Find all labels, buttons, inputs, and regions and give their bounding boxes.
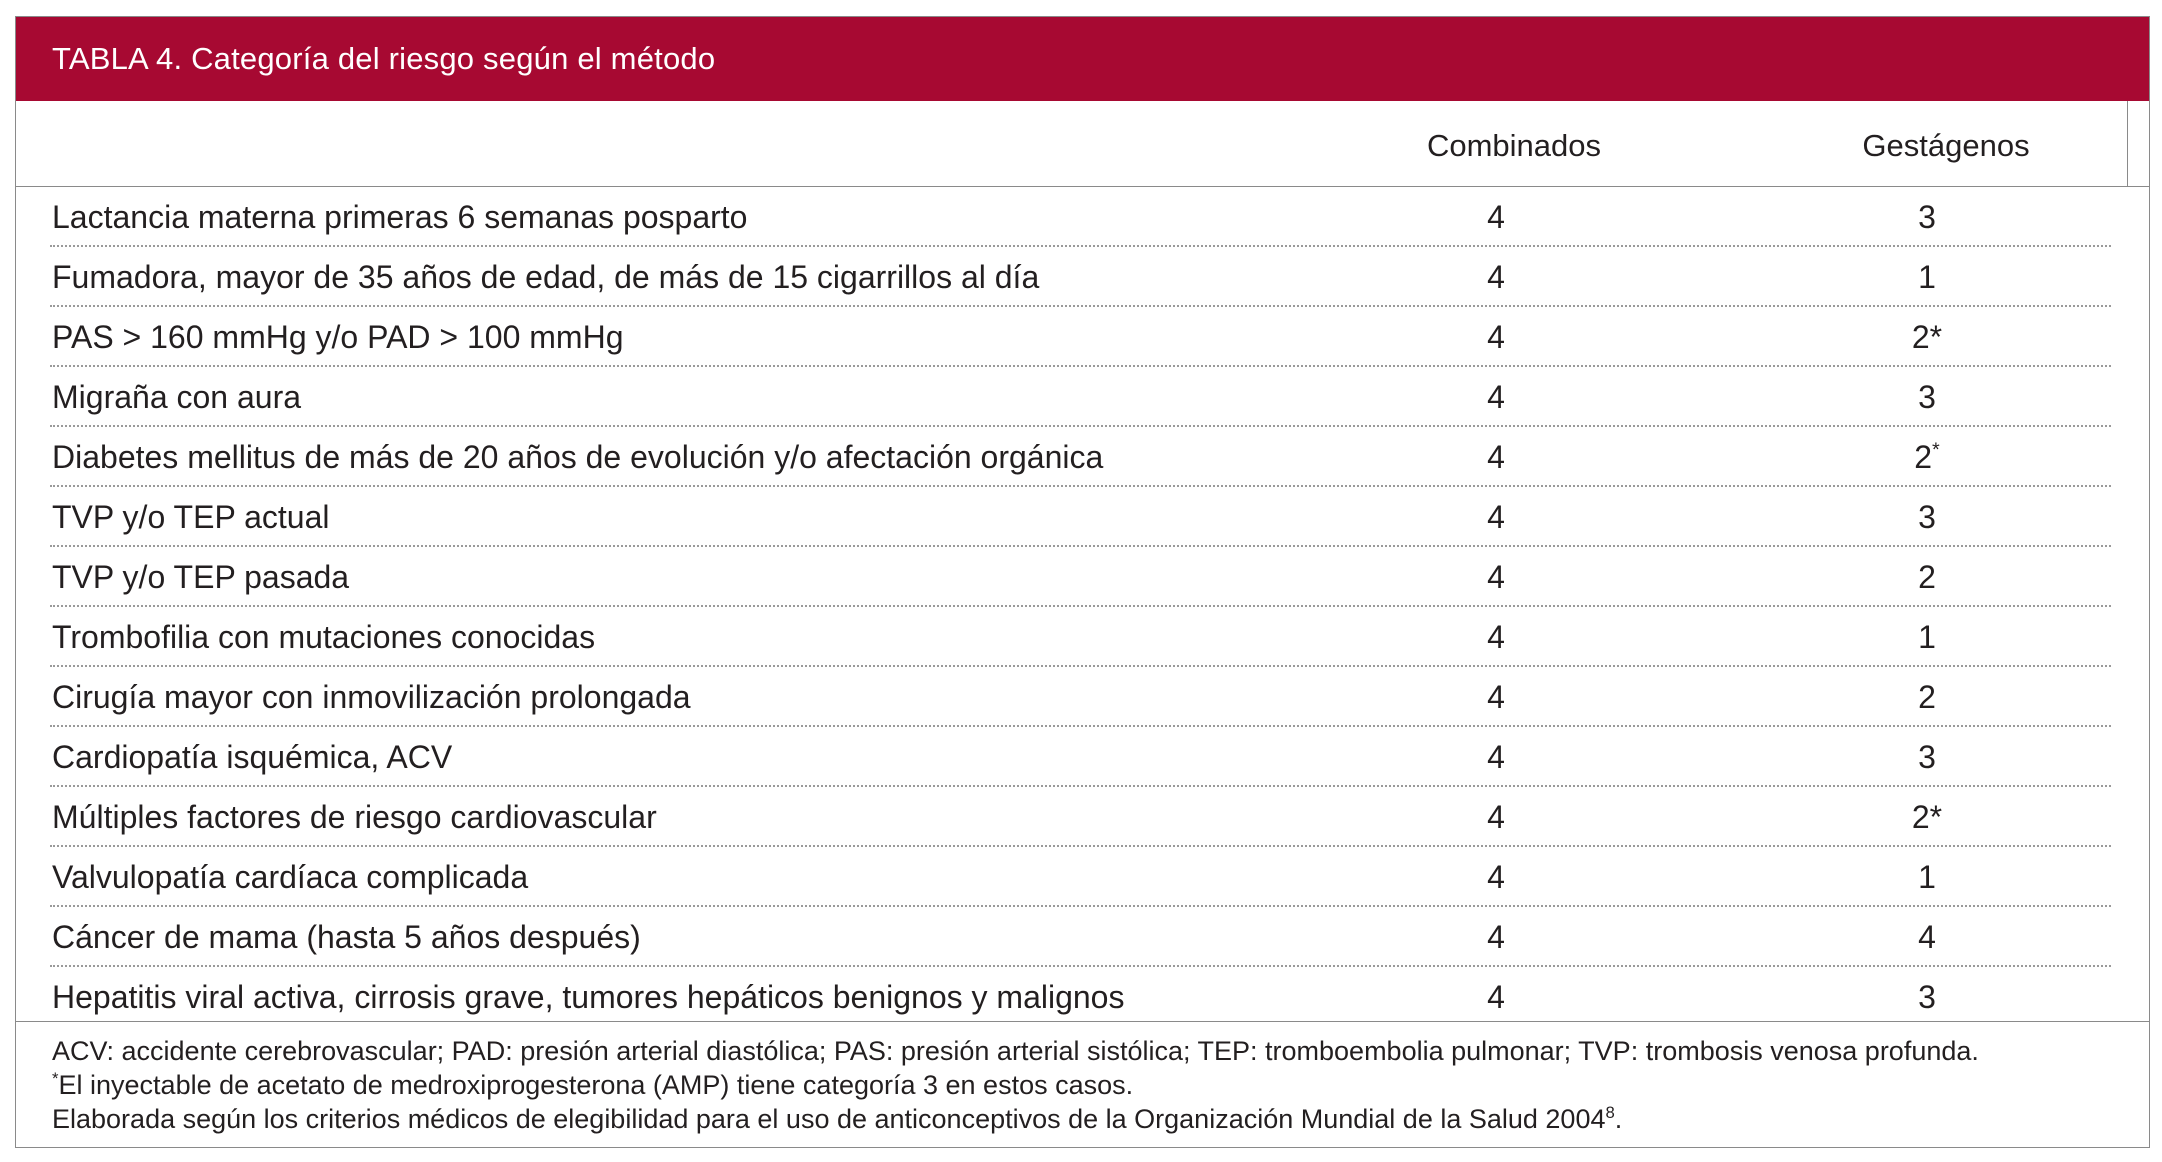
cell-gestagenos bbox=[1867, 427, 1987, 487]
cell-gestagenos bbox=[1867, 367, 1987, 427]
table-footer bbox=[16, 1021, 2149, 1149]
cell-gestagenos-value: 2 bbox=[1914, 439, 1933, 475]
cell-gestagenos-value: 1 bbox=[1918, 619, 1936, 655]
table-body bbox=[16, 187, 2149, 1027]
column-header-combinados: Combinados bbox=[1426, 128, 1602, 163]
row-label: Diabetes mellitus de más de 20 años de evolución y/o afectación orgánica bbox=[52, 439, 1104, 475]
table-row bbox=[16, 427, 2149, 487]
cell-combinados: 4 bbox=[1487, 439, 1505, 475]
cell-combinados: 4 bbox=[1487, 199, 1505, 235]
cell-gestagenos bbox=[1867, 667, 1987, 727]
cell-combinados: 4 bbox=[1487, 319, 1505, 355]
risk-category-table bbox=[15, 16, 2150, 1148]
cell-gestagenos bbox=[1867, 967, 1987, 1027]
cell-combinados: 4 bbox=[1487, 979, 1505, 1015]
cell-combinados: 4 bbox=[1487, 799, 1505, 835]
cell-combinados: 4 bbox=[1487, 559, 1505, 595]
row-label: TVP y/o TEP actual bbox=[52, 499, 330, 535]
cell-combinados: 4 bbox=[1487, 739, 1505, 775]
cell-gestagenos-value: 3 bbox=[1918, 379, 1936, 415]
header-divider bbox=[2127, 101, 2128, 187]
row-label: Múltiples factores de riesgo cardiovascular bbox=[52, 799, 657, 835]
column-header-row bbox=[16, 101, 2149, 187]
cell-gestagenos bbox=[1867, 487, 1987, 547]
cell-combinados: 4 bbox=[1487, 919, 1505, 955]
cell-gestagenos bbox=[1867, 607, 1987, 667]
row-label: TVP y/o TEP pasada bbox=[52, 559, 350, 595]
cell-gestagenos bbox=[1867, 547, 1987, 607]
cell-combinados: 4 bbox=[1487, 259, 1505, 295]
cell-gestagenos-value: 2 bbox=[1918, 679, 1936, 715]
footnote-marker: * bbox=[52, 1068, 59, 1088]
cell-gestagenos-value: 2* bbox=[1911, 799, 1943, 835]
cell-combinados: 4 bbox=[1487, 859, 1505, 895]
footer-source-end: . bbox=[1614, 1104, 1623, 1134]
row-label: Hepatitis viral activa, cirrosis grave, tumores hepáticos benignos y malignos bbox=[52, 979, 1125, 1015]
row-label: Cirugía mayor con inmovilización prolongada bbox=[52, 679, 691, 715]
cell-gestagenos-value: 3 bbox=[1918, 739, 1936, 775]
table-row bbox=[16, 547, 2149, 607]
footer-abbreviations: ACV: accidente cerebrovascular; PAD: presión arterial diastólica; PAS: presión arterial sistólica; TEP: tromboembolia pulmonar; TVP: trombosis venosa profunda. bbox=[52, 1036, 1979, 1066]
cell-gestagenos-value: 1 bbox=[1918, 859, 1936, 895]
cell-gestagenos bbox=[1867, 847, 1987, 907]
table-row bbox=[16, 847, 2149, 907]
footer-source bbox=[52, 1102, 2149, 1136]
table-row bbox=[16, 907, 2149, 967]
cell-combinados: 4 bbox=[1487, 379, 1505, 415]
cell-gestagenos bbox=[1867, 907, 1987, 967]
table-row bbox=[16, 187, 2149, 247]
cell-combinados: 4 bbox=[1487, 679, 1505, 715]
footer-note bbox=[52, 1068, 2149, 1102]
table-row bbox=[16, 307, 2149, 367]
cell-gestagenos bbox=[1867, 307, 1987, 367]
table-row bbox=[16, 727, 2149, 787]
footer-source-text: Elaborada según los criterios médicos de elegibilidad para el uso de anticonceptivos de la Organización Mundial de la Salud 2004 bbox=[52, 1104, 1606, 1134]
table-row bbox=[16, 247, 2149, 307]
cell-gestagenos bbox=[1867, 187, 1987, 247]
cell-gestagenos-value: 2 bbox=[1918, 559, 1936, 595]
table-row bbox=[16, 967, 2149, 1027]
cell-gestagenos-value: 2* bbox=[1911, 319, 1943, 355]
cell-footnote-marker: * bbox=[1932, 439, 1940, 462]
table-title: TABLA 4. Categoría del riesgo según el método bbox=[16, 17, 2149, 101]
cell-gestagenos bbox=[1867, 727, 1987, 787]
cell-gestagenos-value: 3 bbox=[1918, 979, 1936, 1015]
row-label: Valvulopatía cardíaca complicada bbox=[52, 859, 529, 895]
cell-gestagenos-value: 1 bbox=[1918, 259, 1936, 295]
cell-gestagenos-value: 4 bbox=[1918, 919, 1936, 955]
reference-number: 8 bbox=[1605, 1102, 1615, 1122]
table-row bbox=[16, 667, 2149, 727]
table-row bbox=[16, 607, 2149, 667]
footer-note-text: El inyectable de acetato de medroxiprogesterona (AMP) tiene categoría 3 en estos casos. bbox=[58, 1070, 1134, 1100]
cell-gestagenos-value: 3 bbox=[1918, 199, 1936, 235]
row-label: PAS > 160 mmHg y/o PAD > 100 mmHg bbox=[52, 319, 624, 355]
table-row bbox=[16, 487, 2149, 547]
row-label: Migraña con aura bbox=[52, 379, 302, 415]
table-row bbox=[16, 787, 2149, 847]
cell-gestagenos bbox=[1867, 787, 1987, 847]
row-label: Trombofilia con mutaciones conocidas bbox=[52, 619, 596, 655]
cell-gestagenos-value: 3 bbox=[1918, 499, 1936, 535]
cell-combinados: 4 bbox=[1487, 499, 1505, 535]
row-label: Cardiopatía isquémica, ACV bbox=[52, 739, 453, 775]
table-row bbox=[16, 367, 2149, 427]
row-label: Lactancia materna primeras 6 semanas posparto bbox=[52, 199, 748, 235]
cell-combinados: 4 bbox=[1487, 619, 1505, 655]
column-header-gestagenos: Gestágenos bbox=[1862, 128, 2030, 163]
cell-gestagenos bbox=[1867, 247, 1987, 307]
row-label: Fumadora, mayor de 35 años de edad, de más de 15 cigarrillos al día bbox=[52, 259, 1040, 295]
row-label: Cáncer de mama (hasta 5 años después) bbox=[52, 919, 641, 955]
